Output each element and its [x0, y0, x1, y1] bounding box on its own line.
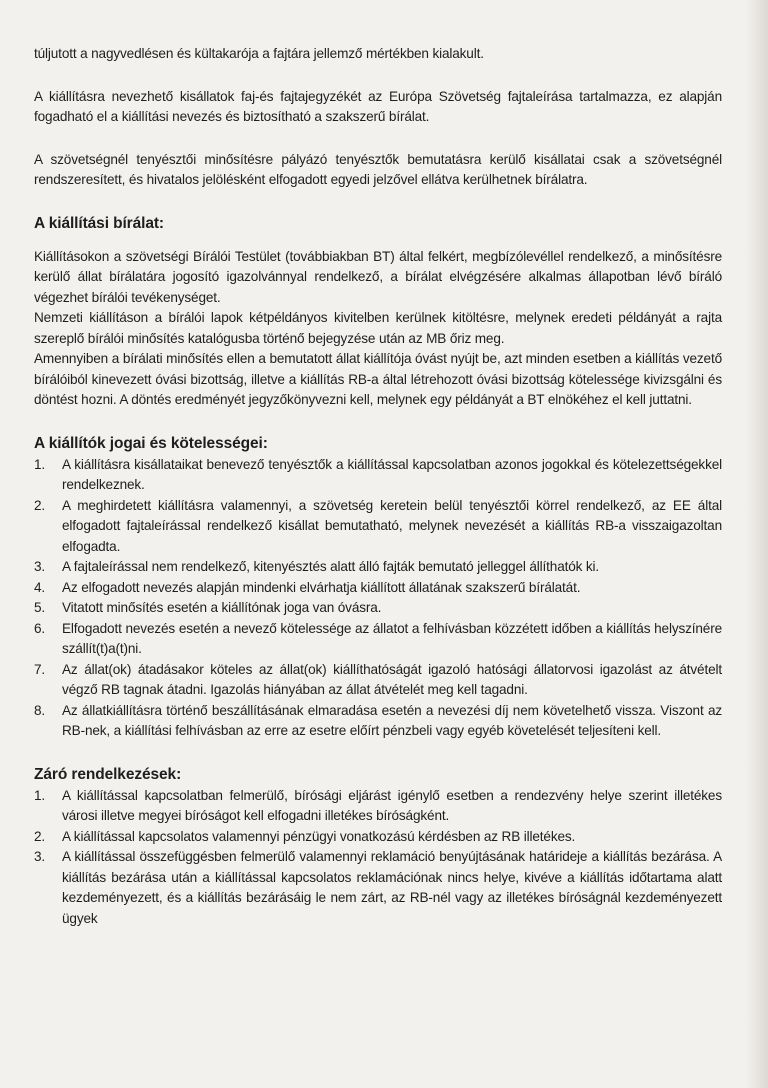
page-edge-shadow [746, 0, 768, 1088]
list-item-text: Vitatott minősítés esetén a kiállítónak joga van óvásra. [62, 600, 382, 615]
list-item-text: A fajtaleírással nem rendelkező, kitenyésztés alatt álló fajták bemutató jelleggel állíthatók ki. [62, 559, 600, 574]
list-item-number: 2. [34, 828, 46, 844]
list-item [34, 701, 722, 742]
list-item [34, 496, 722, 558]
spacer [34, 191, 722, 213]
list-item-text: A kiállítással összefüggésben felmerülő valamennyi reklamáció benyújtásának határideje a kiállítás bezárása. A kiállítás bezárása után a kiállítással kapcsolatos reklamációnak nincs helye, kivéve a kiállítás időtartama alatt kezdeményezett, és a kiállítás bezárásáig le nem zárt, az RB-nél vagy az illetékes bíróságnál kezdeményezett ügyek [62, 849, 722, 926]
list-item-number: 7. [34, 661, 46, 677]
list-item [34, 557, 722, 578]
list-item-number: 3. [34, 559, 46, 574]
list-item-number: 8. [34, 702, 46, 718]
spacer [34, 128, 722, 150]
intro-paragraph-2: A kiállításra nevezhető kisállatok faj-és fajtajegyzékét az Európa Szövetség fajtaleírása tartalmazza, ez alapján fogadható el a kiállítási nevezés és biztosítható a szakszerű bírálat. [34, 88, 722, 124]
list-item-text: Az állat(ok) átadásakor köteles az állat(ok) kiállíthatóságát igazoló hatósági állatorvosi igazolást az átvételt végző RB tagnak átadni. Igazolás hiányában az állat átvételét meg kell tagadni. [62, 661, 722, 697]
biralat-paragraph-3: Amennyiben a bírálati minősítés ellen a bemutatott állat kiállítója óvást nyújt be, azt minden esetben a kiállítás vezető bírálóiból kinevezett óvási bizottság, illetve a kiállítás RB-a által létrehozott óvási bizottság kötelessége kivizsgálni és döntést hozni. A döntés eredményét jegyzőkönyvezni kell, melynek egy példányát a BT elnökéhez el kell juttatni. [34, 351, 722, 407]
list-item [34, 827, 722, 848]
section-heading-zaro: Záró rendelkezések: [34, 765, 182, 783]
biralat-paragraph-2: Nemzeti kiállításon a bírálói lapok kétpéldányos kivitelben kerülnek kitöltésre, melynek eredeti példányát a rajta szereplő bírálói minősítés katalógusba történő bejegyzése után az MB őriz meg. [34, 310, 722, 346]
list-item-text: A meghirdetett kiállításra valamennyi, a szövetség keretein belül tenyésztői körrel rendelkező, az EE által elfogadott fajtaleírással rendelkező kisállat bemutatható, melynek nevezését a kiállítás RB-a visszaigazoltan elfogadta. [62, 497, 722, 554]
spacer [34, 742, 722, 764]
biralat-paragraph-1: Kiállításokon a szövetségi Bírálói Testület (továbbiakban BT) által felkért, megbízólevéllel rendelkező, a minősítésre kerülő állat bírálatára jogosító igazolvánnyal rendelkező, a bírálat elvégzésére alkalmas állapotban lévő bíráló végezhet bírálói tevékenységet. [34, 248, 722, 305]
intro-paragraph-3: A szövetségnél tenyésztői minősítésre pályázó tenyésztők bemutatásra kerülő kisállatai csak a szövetségnél rendszeresített, és hivatalos jelölésként elfogadott egyedi jelzővel ellátva kerülhetnek bírálatra. [34, 151, 722, 187]
list-item [34, 660, 722, 701]
spacer [34, 411, 722, 433]
list-item-number: 1. [34, 456, 46, 472]
list-item-text: Az elfogadott nevezés alapján mindenki elvárhatja kiállított állatának szakszerű bírálatát. [62, 579, 581, 595]
jogok-list [34, 455, 722, 742]
list-item-text: A kiállítással kapcsolatban felmerülő, bírósági eljárást igénylő esetben a rendezvény helye szerint illetékes városi illetve megyei bíróságot kell elfogadni illetékes bíróságként. [62, 787, 722, 823]
section-heading-jogok: A kiállítók jogai és kötelességei: [34, 434, 268, 452]
section-heading-biralat: A kiállítási bírálat: [34, 214, 164, 232]
list-item-number: 6. [34, 620, 46, 636]
list-item [34, 578, 722, 599]
zaro-list [34, 786, 722, 930]
list-item [34, 619, 722, 660]
list-item-number: 1. [34, 787, 46, 803]
list-item-text: A kiállításra kisállataikat benevező tenyésztők a kiállítással kapcsolatban azonos jogokkal és kötelezettségekkel rendelkeznek. [62, 456, 722, 492]
intro-paragraph-1: túljutott a nagyvedlésen és kültakarója a fajtára jellemző mértékben kialakult. [34, 46, 484, 61]
list-item-number: 2. [34, 497, 46, 513]
list-item-text: Elfogadott nevezés esetén a nevező kötelessége az állatot a felhívásban közzétett időben a kiállítás helyszínére szállít(t)a(t)ni. [62, 620, 722, 656]
spacer [34, 235, 722, 247]
list-item-text: A kiállítással kapcsolatos valamennyi pénzügyi vonatkozású kérdésben az RB illetékes. [62, 828, 576, 844]
list-item [34, 847, 722, 929]
spacer [34, 65, 722, 87]
list-item [34, 598, 722, 619]
list-item [34, 455, 722, 496]
list-item-text: Az állatkiállításra történő beszállításának elmaradása esetén a nevezési díj nem követelhető vissza. Viszont az RB-nek, a kiállítási felhívásban az erre az esetre előírt pénzbeli vagy egyéb követelését teljesíteni kell. [62, 702, 722, 738]
list-item-number: 5. [34, 600, 46, 615]
list-item-number: 3. [34, 849, 46, 864]
list-item [34, 786, 722, 827]
list-item-number: 4. [34, 579, 46, 595]
